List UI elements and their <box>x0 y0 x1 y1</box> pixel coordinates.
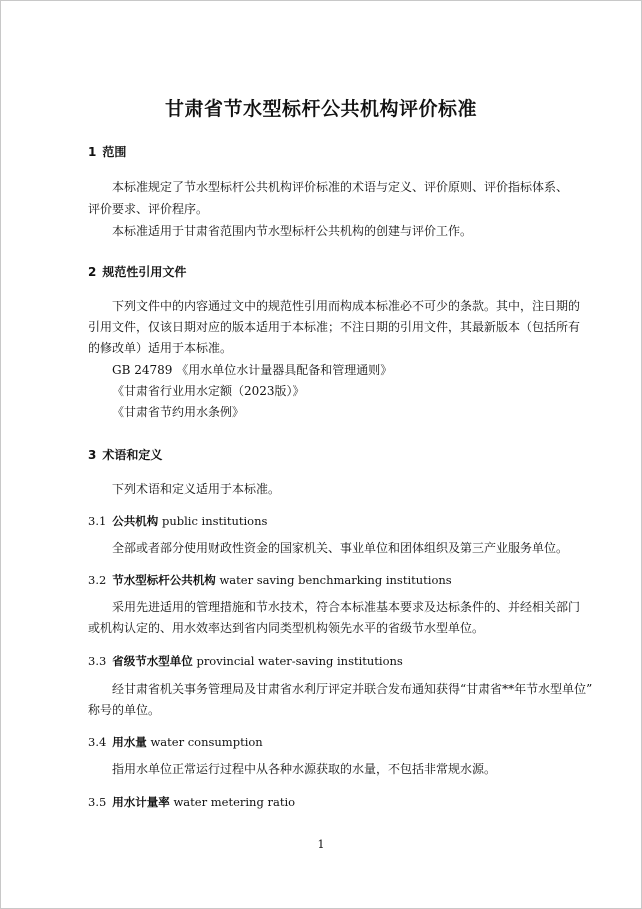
term-number: 3.1 <box>88 514 107 528</box>
term-en: water consumption <box>150 735 263 749</box>
section-title: 术语和定义 <box>102 448 163 462</box>
definition-line: 或机构认定的、用水效率达到省内同类型机构领先水平的省级节水型单位。 <box>88 621 485 635</box>
term-zh: 节水型标杆公共机构 <box>112 573 216 587</box>
section-number: 3 <box>88 448 97 462</box>
term-en: water metering ratio <box>173 795 296 809</box>
section-title: 范围 <box>102 145 127 159</box>
section-2-heading <box>88 263 186 280</box>
term-number: 3.5 <box>88 795 107 809</box>
paragraph-line: 下列术语和定义适用于本标准。 <box>112 482 281 496</box>
term-number: 3.3 <box>88 654 107 668</box>
definition-line: 指用水单位正常运行过程中从各种水源获取的水量，不包括非常规水源。 <box>112 762 497 776</box>
definition-line: 全部或者部分使用财政性资金的国家机关、事业单位和团体组织及第三产业服务单位。 <box>112 541 569 555</box>
page-number: 1 <box>317 838 325 851</box>
paragraph-line: 本标准适用于甘肃省范围内节水型标杆公共机构的创建与评价工作。 <box>112 224 473 238</box>
term-3-2-heading <box>88 572 452 588</box>
document-title: 甘肃省节水型标杆公共机构评价标准 <box>164 98 477 120</box>
term-number: 3.4 <box>88 735 107 749</box>
term-en: public institutions <box>161 514 268 528</box>
definition-line: 称号的单位。 <box>88 703 161 717</box>
term-zh: 公共机构 <box>112 514 159 528</box>
paragraph-line: 评价要求、评价程序。 <box>88 202 209 216</box>
term-3-4-heading <box>88 734 263 750</box>
section-number: 2 <box>88 265 97 279</box>
paragraph-line: 下列文件中的内容通过文中的规范性引用而构成本标准必不可少的条款。其中，注日期的 <box>112 299 581 313</box>
term-3-5-heading <box>88 794 295 810</box>
section-3-heading <box>88 446 162 463</box>
term-zh: 省级节水型单位 <box>112 654 193 668</box>
term-zh: 用水量 <box>112 735 147 749</box>
section-title: 规范性引用文件 <box>102 265 187 279</box>
reference-item: GB 24789 《用水单位水计量器具配备和管理通则》 <box>112 363 393 377</box>
term-3-3-heading <box>88 653 403 669</box>
section-number: 1 <box>88 145 97 159</box>
term-number: 3.2 <box>88 573 107 587</box>
definition-line: 经甘肃省机关事务管理局及甘肃省水利厅评定并联合发布通知获得“甘肃省**年节水型单位” <box>112 682 593 696</box>
paragraph-line: 本标准规定了节水型标杆公共机构评价标准的术语与定义、评价原则、评价指标体系、 <box>112 180 569 194</box>
definition-line: 采用先进适用的管理措施和节水技术，符合本标准基本要求及达标条件的、并经相关部门 <box>112 600 581 614</box>
term-zh: 用水计量率 <box>112 795 170 809</box>
paragraph-line: 引用文件，仅该日期对应的版本适用于本标准；不注日期的引用文件，其最新版本（包括所有 <box>88 320 581 334</box>
reference-item: 《甘肃省节约用水条例》 <box>112 405 245 419</box>
reference-item: 《甘肃省行业用水定额（2023版）》 <box>112 384 305 398</box>
paragraph-line: 的修改单）适用于本标准。 <box>88 341 233 355</box>
term-en: provincial water-saving institutions <box>196 654 403 668</box>
section-1-heading <box>88 143 126 160</box>
term-3-1-heading <box>88 513 267 529</box>
term-en: water saving benchmarking institutions <box>219 573 452 587</box>
